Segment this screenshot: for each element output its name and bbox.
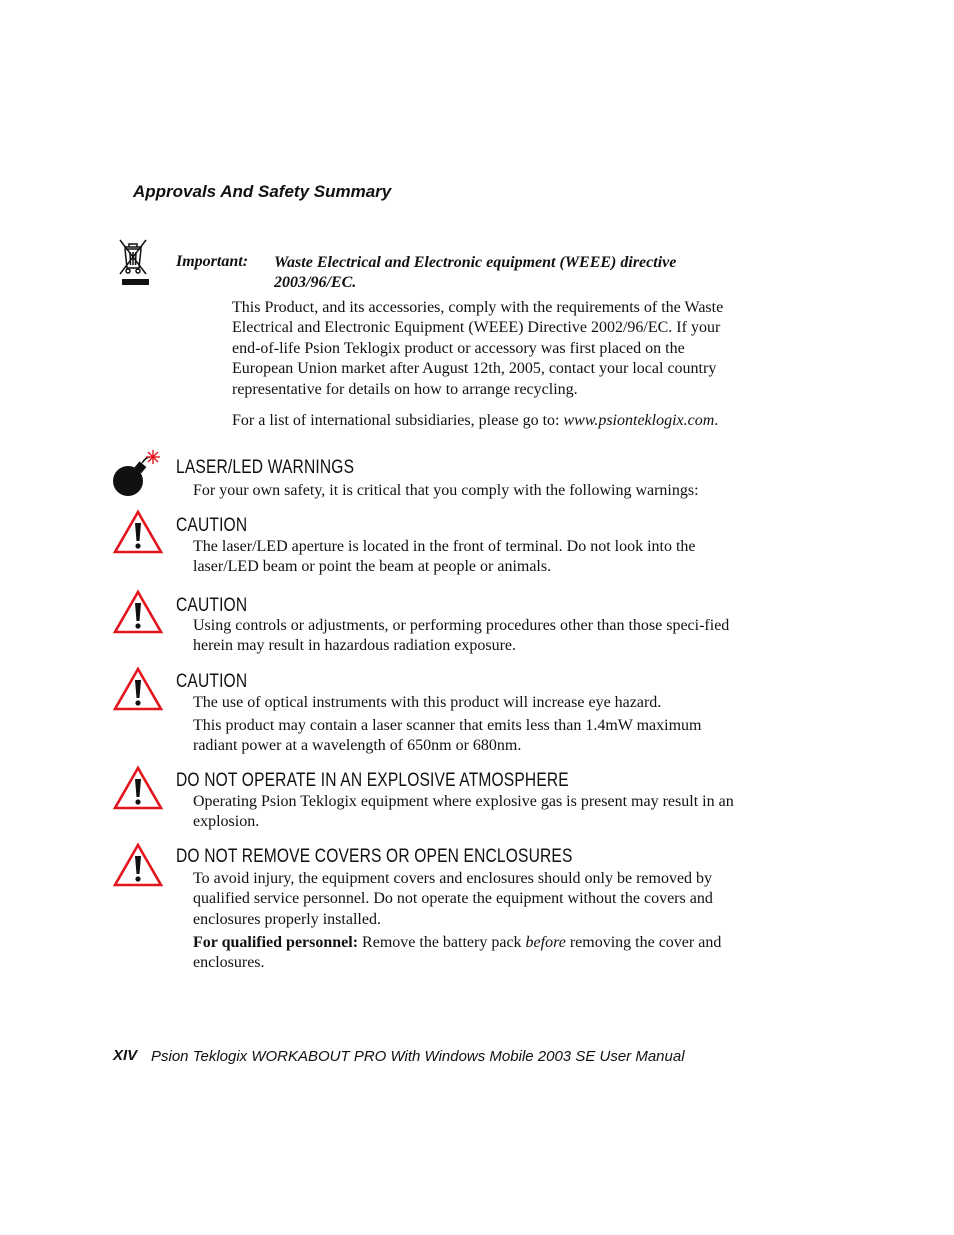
manual-title: Psion Teklogix WORKABOUT PRO With Windows Mobile 2003 SE User Manual — [151, 1048, 685, 1065]
subsidiaries-text: For a list of international subsidiaries, please go to: — [232, 412, 564, 429]
caution-heading-3: CAUTION — [176, 671, 248, 692]
laser-intro: For your own safety, it is critical that you comply with the following warnings: — [193, 482, 699, 499]
warning-triangle-icon — [112, 589, 164, 635]
weee-bin-icon — [112, 236, 154, 290]
covers-heading: DO NOT REMOVE COVERS OR OPEN ENCLOSURES — [176, 846, 573, 867]
weee-title: Waste Electrical and Electronic equipment (WEEE) directive 2003/96/EC. — [274, 254, 677, 291]
qualified-personnel-note — [193, 933, 738, 974]
caution-text-3b: This product may contain a laser scanner that emits less than 1.4mW maximum radiant power at a wavelength of 650nm or 680nm. — [193, 717, 702, 755]
caution-text-1: The laser/LED aperture is located in the front of terminal. Do not look into the laser/LED beam or point the beam at people or animals. — [193, 538, 696, 576]
important-label: Important: — [176, 253, 249, 270]
warning-triangle-icon — [112, 842, 164, 888]
qualified-label: For qualified personnel: — [193, 934, 359, 951]
subsidiaries-line — [232, 411, 752, 431]
warning-triangle-icon — [112, 509, 164, 555]
caution-text-3: The use of optical instruments with this product will increase eye hazard. — [193, 694, 662, 711]
page-number: XIV — [113, 1047, 138, 1064]
weee-body: This Product, and its accessories, comply with the requirements of the Waste Electrical and Electronic Equipment (WEEE) Directive 2002/96/EC. If your end-of-life Psion Teklogix product or accessory was first placed on the European Union market after August 12th, 2005, contact your local country representative for details on how to arrange recycling. — [232, 299, 724, 398]
qualified-text-b: removing the cover and enclosures. — [193, 934, 722, 972]
qualified-emphasis: before — [525, 934, 566, 951]
section-title: Approvals And Safety Summary — [133, 182, 392, 201]
caution-heading-1: CAUTION — [176, 515, 248, 536]
subsidiaries-end: . — [714, 412, 719, 429]
caution-text-2: Using controls or adjustments, or performing procedures other than those speci-fied herein may result in hazardous radiation exposure. — [193, 617, 730, 655]
warning-triangle-icon — [112, 765, 164, 811]
covers-text: To avoid injury, the equipment covers and enclosures should only be removed by qualified service personnel. Do not operate the equipment without the covers and enclosures properly installed. — [193, 870, 713, 928]
bomb-icon — [108, 449, 164, 499]
warning-triangle-icon — [112, 666, 164, 712]
caution-heading-2: CAUTION — [176, 595, 248, 616]
explosive-text: Operating Psion Teklogix equipment where explosive gas is present may result in an explosion. — [193, 793, 734, 831]
qualified-text-a: Remove the battery pack — [358, 934, 526, 951]
explosive-heading: DO NOT OPERATE IN AN EXPLOSIVE ATMOSPHERE — [176, 770, 569, 791]
website-link[interactable]: www.psionteklogix.com — [563, 412, 715, 429]
laser-heading: LASER/LED WARNINGS — [176, 457, 355, 478]
